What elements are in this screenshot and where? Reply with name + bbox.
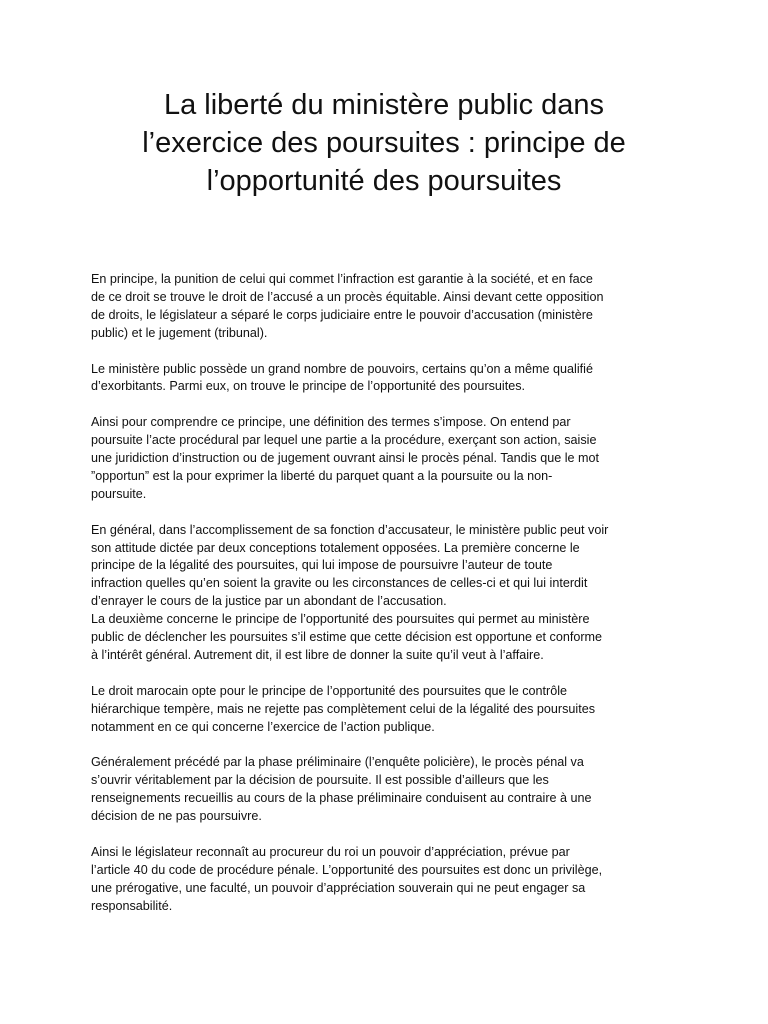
text-line: Généralement précédé par la phase préliminaire (l’enquête policière), le procès pénal va — [91, 755, 584, 770]
text-line: Ainsi pour comprendre ce principe, une définition des termes s’impose. On entend par — [91, 415, 571, 430]
paragraph-procureur — [91, 844, 681, 916]
text-line: En général, dans l’accomplissement de sa fonction d’accusateur, le ministère public peut voir — [91, 522, 609, 537]
text-line: décision de ne pas poursuivre. — [91, 809, 262, 824]
text-line: d’exorbitants. Parmi eux, on trouve le principe de l’opportunité des poursuites. — [91, 379, 526, 394]
paragraph-pouvoirs — [91, 361, 681, 397]
title-line: l’exercice des poursuites : principe de — [142, 127, 626, 159]
paragraph-phase-preliminaire — [91, 754, 681, 826]
text-line: En principe, la punition de celui qui commet l’infraction est garantie à la société, et en face — [91, 272, 593, 286]
paragraph-principe — [91, 271, 681, 343]
text-line: Le ministère public possède un grand nombre de pouvoirs, certains qu’on a même qualifié — [91, 361, 593, 376]
paragraph-legalite — [91, 522, 681, 612]
text-line: l’article 40 du code de procédure pénale. L’opportunité des poursuites est donc un privilège, — [91, 862, 603, 877]
text-line: public) et le jugement (tribunal). — [91, 325, 268, 340]
paragraph-definition — [91, 414, 681, 504]
text-line: hiérarchique tempère, mais ne rejette pas complètement celui de la légalité des poursuites — [91, 701, 596, 716]
text-line: infraction quelles qu’en soient la gravite ou les circonstances de celles-ci et qui lui interdit — [91, 576, 588, 591]
text-line: principe de la légalité des poursuites, qui lui impose de poursuivre l’auteur de toute — [91, 558, 553, 573]
text-line: notamment en ce qui concerne l’exercice de l’action publique. — [91, 719, 435, 734]
text-line: une prérogative, une faculté, un pouvoir d’appréciation souverain qui ne peut engager sa — [91, 880, 586, 895]
text-line: public de déclencher les poursuites s’il estime que cette décision est opportune et conforme — [91, 630, 603, 645]
text-line: poursuite. — [91, 486, 147, 501]
text-line: ”opportun” est la pour exprimer la liberté du parquet quant a la poursuite ou la non- — [91, 468, 553, 483]
text-line: de ce droit se trouve le droit de l’accusé a un procès équitable. Ainsi devant cette opposition — [91, 289, 604, 304]
title-line: l’opportunité des poursuites — [206, 165, 562, 197]
text-line: de droits, le législateur a séparé le corps judiciaire entre le pouvoir d’accusation (ministère — [91, 307, 593, 322]
paragraph-droit-marocain — [91, 683, 681, 737]
text-line: d’enrayer le cours de la justice par un abondant de l’accusation. — [91, 594, 447, 609]
title-line: La liberté du ministère public dans — [163, 89, 605, 121]
text-line: Ainsi le législateur reconnaît au procureur du roi un pouvoir d’appréciation, prévue par — [91, 844, 570, 859]
text-line: La deuxième concerne le principe de l’opportunité des poursuites qui permet au ministère — [91, 612, 590, 627]
paragraph-opportunite — [91, 611, 681, 665]
text-line: à l’intérêt général. Autrement dit, il est libre de donner la suite qu’il veut à l’affaire. — [91, 647, 544, 662]
text-line: son attitude dictée par deux conceptions totalement opposées. La première concerne le — [91, 540, 580, 555]
text-line: s’ouvrir véritablement par la décision de poursuite. Il est possible d’ailleurs que les — [91, 773, 549, 788]
text-line: Le droit marocain opte pour le principe de l’opportunité des poursuites que le contrôle — [91, 683, 568, 698]
document-title — [70, 86, 698, 200]
text-line: une juridiction d’instruction ou de jugement ouvrant ainsi le procès pénal. Tandis que le mot — [91, 451, 600, 466]
text-line: responsabilité. — [91, 898, 173, 913]
text-line: poursuite l’acte procédural par lequel une partie a la procédure, exerçant son action, saisie — [91, 433, 597, 448]
document-body — [91, 271, 681, 933]
text-line: renseignements recueillis au cours de la phase préliminaire conduisent au contraire à une — [91, 791, 592, 806]
